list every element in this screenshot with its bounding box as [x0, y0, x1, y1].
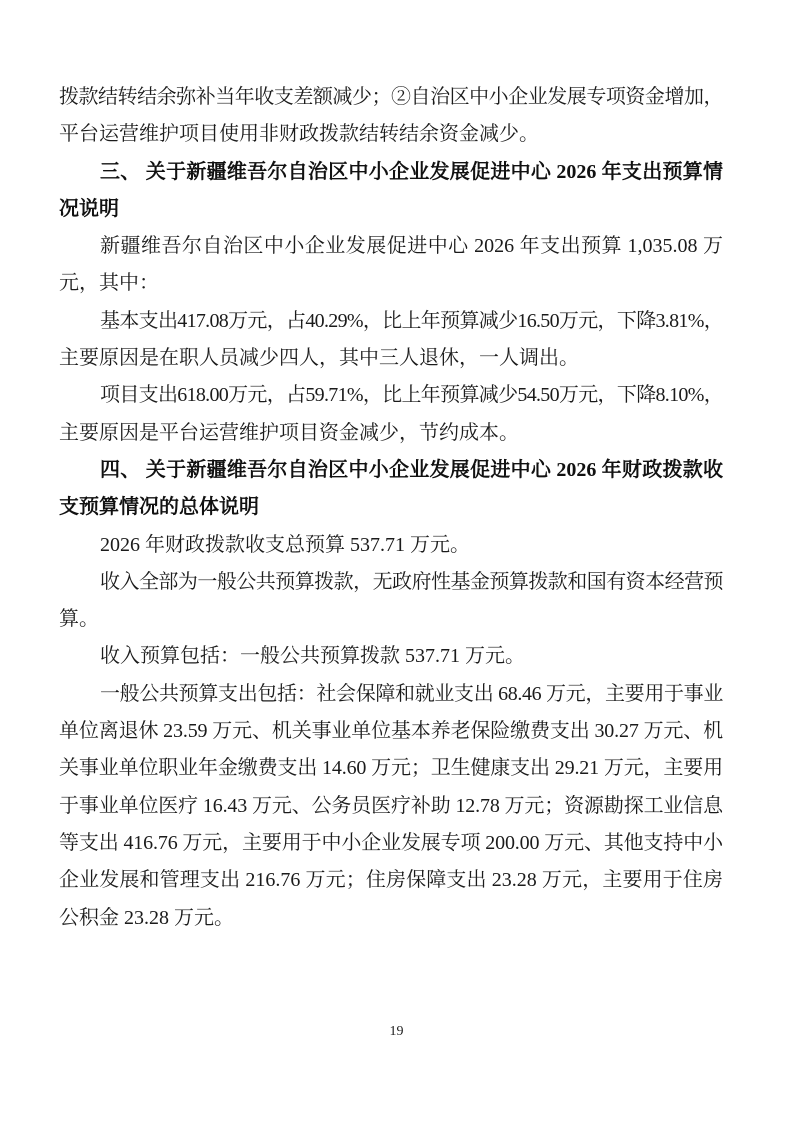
text-line: 基本支出417.08万元，占40.29%，比上年预算减少16.50万元，下降3.81%，: [100, 309, 723, 332]
text-line: 企业发展和管理支出 216.76 万元；住房保障支出 23.28 万元，主要用于住房: [59, 869, 723, 892]
text-line: 况说明: [59, 197, 119, 220]
text-line: 支预算情况的总体说明: [59, 496, 259, 519]
text-line: 平台运营维护项目使用非财政拨款结转结余资金减少。: [59, 123, 539, 146]
text-line: 四、 关于新疆维吾尔自治区中小企业发展促进中心 2026 年财政拨款收: [100, 458, 723, 481]
text-line: 等支出 416.76 万元，主要用于中小企业发展专项 200.00 万元、其他支持中小: [59, 831, 723, 854]
text-line: 项目支出618.00万元，占59.71%，比上年预算减少54.50万元，下降8.10%，: [100, 384, 723, 407]
paragraph-general-budget-expenditure-detail: [59, 676, 723, 937]
text-line: 三、 关于新疆维吾尔自治区中小企业发展促进中心 2026 年支出预算情: [100, 160, 723, 183]
paragraph-income-composition: [59, 564, 723, 639]
text-line: 新疆维吾尔自治区中小企业发展促进中心 2026 年支出预算 1,035.08 万: [100, 235, 723, 258]
section-3-heading: [59, 154, 723, 229]
text-line: 主要原因是在职人员减少四人，其中三人退休，一人调出。: [59, 347, 579, 370]
section-4-heading: [59, 452, 723, 527]
text-line: 公积金 23.28 万元。: [59, 906, 234, 929]
text-line: 单位离退休 23.59 万元、机关事业单位基本养老保险缴费支出 30.27 万元、机: [59, 720, 723, 743]
paragraph-carryover-continuation: [59, 79, 723, 154]
text-line: 关事业单位职业年金缴费支出 14.60 万元；卫生健康支出 29.21 万元，主要用: [59, 757, 723, 780]
text-line: 算。: [59, 608, 99, 631]
text-line: 收入预算包括：一般公共预算拨款 537.71 万元。: [100, 645, 525, 668]
text-line: 拨款结转结余弥补当年收支差额减少；②自治区中小企业发展专项资金增加，: [59, 86, 723, 108]
text-line: 一般公共预算支出包括：社会保障和就业支出 68.46 万元，主要用于事业: [100, 682, 723, 705]
paragraph-income-budget: [59, 638, 723, 675]
text-line: 主要原因是平台运营维护项目资金减少，节约成本。: [59, 421, 519, 444]
text-line: 元，其中：: [59, 272, 159, 295]
paragraph-fiscal-total-budget: [59, 527, 723, 564]
text-line: 于事业单位医疗 16.43 万元、公务员医疗补助 12.78 万元；资源勘探工业信息: [59, 794, 723, 817]
page-number: 19: [389, 1024, 404, 1039]
text-line: 2026 年财政拨款收支总预算 537.71 万元。: [100, 533, 470, 556]
paragraph-project-expenditure: [59, 377, 723, 452]
paragraph-basic-expenditure: [59, 303, 723, 378]
paragraph-total-expenditure-budget: [59, 228, 723, 303]
document-body: [59, 79, 723, 937]
text-line: 收入全部为一般公共预算拨款，无政府性基金预算拨款和国有资本经营预: [100, 570, 723, 593]
